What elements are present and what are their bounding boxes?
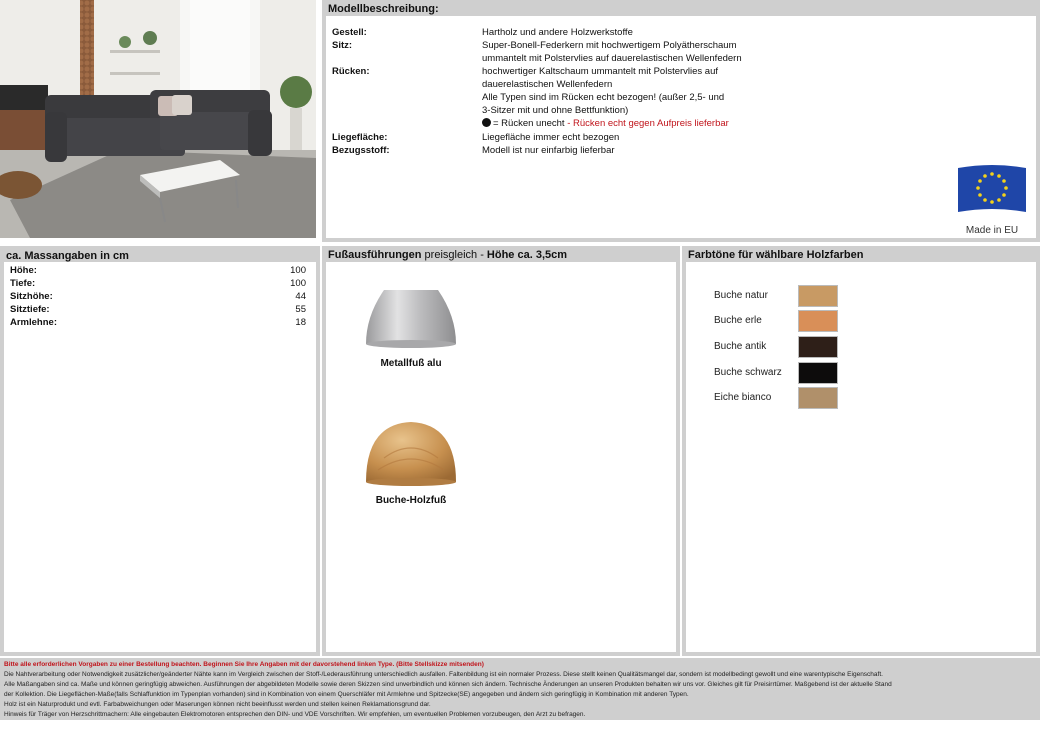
feet-body	[326, 262, 676, 652]
label-sitz: Sitz:	[332, 40, 353, 51]
order-warning: Bitte alle erforderlichen Vorgaben zu einer Bestellung beachten. Beginnen Sie Ihre Angaben mit der davorstehend linken Type. (Bitte Stellskizze mitsenden)	[4, 661, 484, 668]
made-in-eu-label: Made in EU	[965, 225, 1019, 236]
wood-color-row: Buche antik	[714, 336, 1014, 358]
color-swatch	[798, 387, 838, 409]
wood-foot-image	[364, 418, 458, 488]
dim-row: Sitztiefe: 55	[10, 304, 306, 315]
wood-colors-header: Farbtöne für wählbare Holzfarben	[688, 249, 864, 261]
model-description-body	[326, 16, 1036, 238]
value-ruecken-4: 3-Sitzer mit und ohne Bettfunktion)	[482, 105, 629, 116]
back-note-black: = Rücken unecht	[493, 118, 565, 129]
wood-color-row: Buche schwarz	[714, 362, 1014, 384]
dimensions-body	[4, 262, 316, 652]
label-gestell: Gestell:	[332, 27, 367, 38]
note-line: der Kollektion. Die Liegeflächen-Maße(falls Schlaffunktion im Typenplan vorhanden) sind in Kombination von einem Querschläfer mit Armlehne und Spitzecke(SE) angegeben und ändern sich geringfügig in Kombination mit anderen Typen.	[4, 691, 689, 698]
metal-foot-image	[364, 286, 458, 350]
wood-colors-panel	[682, 246, 1040, 656]
back-note-red: Rücken echt gegen Aufpreis lieferbar	[573, 118, 729, 129]
wood-foot-label: Buche-Holzfuß	[375, 495, 447, 506]
dim-row: Armlehne: 18	[10, 317, 306, 328]
dim-row: Sitzhöhe: 44	[10, 291, 306, 302]
feet-header: Fußausführungen preisgleich - Höhe ca. 3,5cm	[328, 249, 568, 261]
wood-color-row: Buche natur	[714, 285, 1014, 307]
note-line: Alle Maßangaben sind ca. Maße und können geringfügig abweichen. Ausführungen der abgebildeten Modelle sowie deren Skizzen sind unverbindlich und können sich ändern. Technische Änderungen an unseren Produkten behalten wir uns vor. Gleiches gilt für Preisirrtümer. Maßgebend ist der aktuelle Stand	[4, 681, 892, 688]
dimensions-header: ca. Massangaben in cm	[6, 250, 129, 262]
back-note	[482, 117, 729, 130]
color-swatch	[798, 336, 838, 358]
made-in-eu-badge	[954, 162, 1030, 234]
note-line: Hinweis für Träger von Herzschrittmachern: Alle eingebauten Elektromotoren entsprechen den DIN- und VDE Vorschriften. Wir empfehlen, um eventuellen Problemen vorzubeugen, den Arzt zu befragen.	[4, 711, 586, 718]
eu-flag-icon	[954, 162, 1030, 218]
model-description-panel	[322, 0, 1040, 242]
wood-colors-body	[686, 262, 1036, 652]
order-notes	[0, 658, 1040, 720]
wood-color-row: Buche erle	[714, 310, 1014, 332]
value-ruecken-2: dauerelastischen Wellenfedern	[482, 79, 613, 90]
note-line: Holz ist ein Naturprodukt und evtl. Farbabweichungen oder Maserungen können nicht beeinflusst werden und stellen keinen Reklamationsgrund dar.	[4, 701, 431, 708]
value-bezugsstoff: Modell ist nur einfarbig lieferbar	[482, 145, 615, 156]
dim-row: Höhe: 100	[10, 265, 306, 276]
product-photo	[0, 0, 316, 238]
color-swatch	[798, 310, 838, 332]
value-ruecken-3: Alle Typen sind im Rücken echt bezogen! (außer 2,5- und	[482, 92, 725, 103]
feet-panel	[322, 246, 680, 656]
label-bezugsstoff: Bezugsstoff:	[332, 145, 390, 156]
dimensions-panel	[0, 246, 320, 656]
model-description-header: Modellbeschreibung:	[328, 3, 439, 15]
dim-row: Tiefe: 100	[10, 278, 306, 289]
value-gestell: Hartholz und andere Holzwerkstoffe	[482, 27, 633, 38]
value-liegeflaeche: Liegefläche immer echt bezogen	[482, 132, 620, 143]
label-ruecken: Rücken:	[332, 66, 370, 77]
color-swatch	[798, 285, 838, 307]
black-dot-icon	[482, 118, 491, 127]
value-sitz-1: Super-Bonell-Federkern mit hochwertigem Polyätherschaum	[482, 40, 737, 51]
color-swatch	[798, 362, 838, 384]
value-sitz-2: ummantelt mit Polstervlies auf dauerelastischen Wellenfedern	[482, 53, 742, 64]
value-ruecken-1: hochwertiger Kaltschaum ummantelt mit Polstervlies auf	[482, 66, 719, 77]
metal-foot-label: Metallfuß alu	[380, 358, 442, 369]
wood-color-row: Eiche bianco	[714, 387, 1014, 409]
label-liegeflaeche: Liegefläche:	[332, 132, 388, 143]
back-note-sep: -	[564, 118, 574, 129]
note-line: Die Nahtverarbeitung oder Notwendigkeit zusätzlicher/geänderter Nähte kann im Vergleich zwischen der Stoff-/Lederausführung unterschiedlich ausfallen. Faltenbildung ist ein normaler Prozess. Diese stellt keinen Qualitätsmangel dar, sondern ist modellbedingt gewollt und eine warentypische Eigenschaft.	[4, 671, 883, 678]
